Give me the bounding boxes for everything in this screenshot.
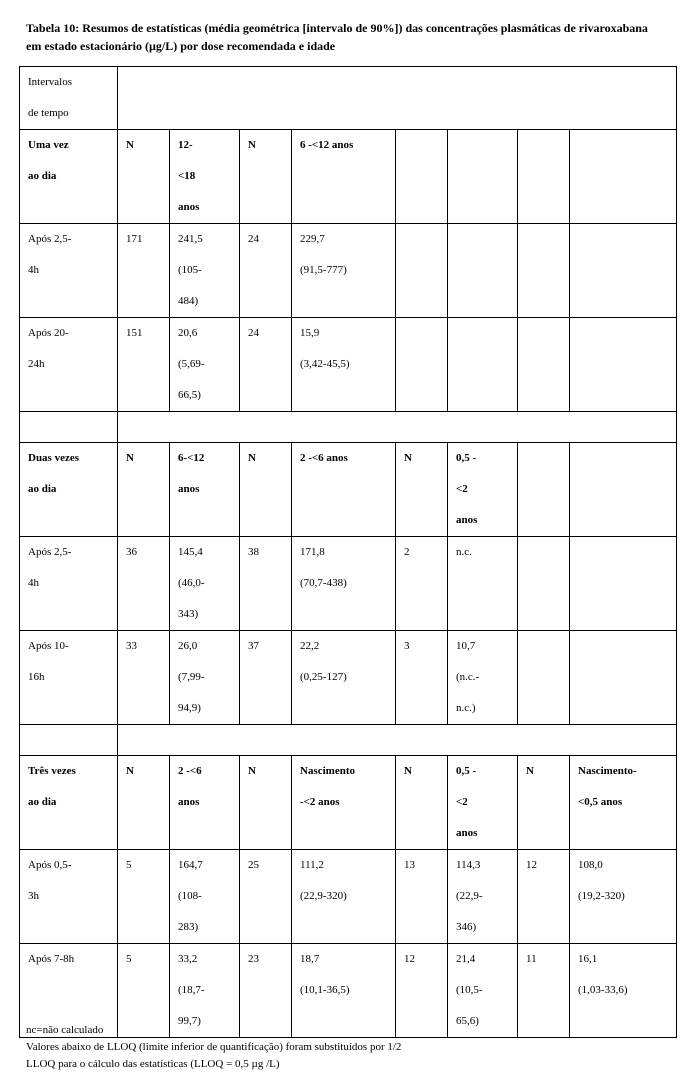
- footnote-lloq-substitution: Valores abaixo de LLOQ (limite inferior de quantificação) foram substituídos por 1/2: [26, 1041, 402, 1053]
- column-header-cell: 2 -<6 anos: [292, 443, 396, 537]
- data-cell: [396, 318, 448, 412]
- data-cell: 5: [118, 850, 170, 944]
- data-cell: 5: [118, 944, 170, 1038]
- data-cell: [570, 318, 677, 412]
- time-interval-cell: Após 7-8h: [20, 944, 118, 1038]
- section-header-row: [20, 443, 677, 537]
- regimen-cell: Duas vezes ao dia: [20, 443, 118, 537]
- column-header-cell: [396, 130, 448, 224]
- data-cell: [518, 631, 570, 725]
- time-interval-cell: Após 2,5- 4h: [20, 224, 118, 318]
- column-header-cell: N: [240, 756, 292, 850]
- data-cell: 37: [240, 631, 292, 725]
- data-cell: 171: [118, 224, 170, 318]
- spacer-cell: [118, 412, 677, 443]
- data-cell: 16,1 (1,03-33,6): [570, 944, 677, 1038]
- statistics-table-body: [20, 67, 677, 1038]
- data-cell: 20,6 (5,69- 66,5): [170, 318, 240, 412]
- regimen-cell: Uma vez ao dia: [20, 130, 118, 224]
- data-cell: [570, 631, 677, 725]
- data-cell: 151: [118, 318, 170, 412]
- data-cell: 111,2 (22,9-320): [292, 850, 396, 944]
- data-cell: 164,7 (108- 283): [170, 850, 240, 944]
- data-cell: 23: [240, 944, 292, 1038]
- column-header-cell: N: [118, 130, 170, 224]
- data-cell: [518, 537, 570, 631]
- data-cell: 18,7 (10,1-36,5): [292, 944, 396, 1038]
- data-cell: 171,8 (70,7-438): [292, 537, 396, 631]
- column-header-cell: [518, 130, 570, 224]
- column-header-cell: 12- <18 anos: [170, 130, 240, 224]
- column-header-cell: N: [396, 756, 448, 850]
- data-cell: 38: [240, 537, 292, 631]
- data-cell: 25: [240, 850, 292, 944]
- column-header-cell: Nascimento -<2 anos: [292, 756, 396, 850]
- column-header-cell: 6 -<12 anos: [292, 130, 396, 224]
- data-cell: [518, 224, 570, 318]
- data-cell: 22,2 (0,25-127): [292, 631, 396, 725]
- data-cell: 21,4 (10,5- 65,6): [448, 944, 518, 1038]
- column-header-cell: N: [518, 756, 570, 850]
- data-cell: 12: [396, 944, 448, 1038]
- column-header-cell: [570, 443, 677, 537]
- data-cell: 11: [518, 944, 570, 1038]
- section-spacer-row: [20, 725, 677, 756]
- column-header-cell: N: [240, 443, 292, 537]
- footnote-nc: nc=não calculado: [26, 1024, 104, 1036]
- data-cell: 24: [240, 224, 292, 318]
- table-row: [20, 537, 677, 631]
- data-cell: [396, 224, 448, 318]
- table-footnotes: [26, 1022, 401, 1073]
- column-header-cell: [448, 130, 518, 224]
- column-header-cell: N: [240, 130, 292, 224]
- header-blank-cell: [118, 67, 677, 130]
- data-cell: 36: [118, 537, 170, 631]
- data-cell: 12: [518, 850, 570, 944]
- data-cell: 241,5 (105- 484): [170, 224, 240, 318]
- section-header-row: [20, 130, 677, 224]
- data-cell: 15,9 (3,42-45,5): [292, 318, 396, 412]
- table-row: [20, 631, 677, 725]
- data-cell: [570, 224, 677, 318]
- data-cell: 145,4 (46,0- 343): [170, 537, 240, 631]
- table-row: [20, 224, 677, 318]
- column-header-cell: [518, 443, 570, 537]
- data-cell: n.c.: [448, 537, 518, 631]
- caption-line-2: em estado estacionário (µg/L) por dose recomendada e idade: [26, 39, 336, 53]
- column-header-cell: N: [118, 756, 170, 850]
- column-header-cell: [570, 130, 677, 224]
- footnote-lloq-value: LLOQ para o cálculo das estatísticas (LLOQ = 0,5 µg /L): [26, 1058, 280, 1070]
- spacer-cell: [118, 725, 677, 756]
- data-cell: 13: [396, 850, 448, 944]
- data-cell: [448, 318, 518, 412]
- table-header-row: [20, 67, 677, 130]
- data-cell: 24: [240, 318, 292, 412]
- data-cell: 10,7 (n.c.- n.c.): [448, 631, 518, 725]
- section-header-row: [20, 756, 677, 850]
- section-spacer-row: [20, 412, 677, 443]
- column-header-cell: 0,5 - <2 anos: [448, 443, 518, 537]
- data-cell: 114,3 (22,9- 346): [448, 850, 518, 944]
- data-cell: 33,2 (18,7- 99,7): [170, 944, 240, 1038]
- column-header-cell: 0,5 - <2 anos: [448, 756, 518, 850]
- time-interval-cell: Após 2,5- 4h: [20, 537, 118, 631]
- data-cell: 108,0 (19,2-320): [570, 850, 677, 944]
- column-header-cell: N: [118, 443, 170, 537]
- data-cell: 26,0 (7,99- 94,9): [170, 631, 240, 725]
- statistics-table: [19, 66, 677, 1038]
- data-cell: 33: [118, 631, 170, 725]
- time-interval-cell: Após 10- 16h: [20, 631, 118, 725]
- time-interval-cell: Após 20- 24h: [20, 318, 118, 412]
- regimen-cell: Três vezes ao dia: [20, 756, 118, 850]
- data-cell: [518, 318, 570, 412]
- column-header-cell: Nascimento- <0,5 anos: [570, 756, 677, 850]
- spacer-cell: [20, 412, 118, 443]
- column-header-cell: 6-<12 anos: [170, 443, 240, 537]
- data-cell: [448, 224, 518, 318]
- column-header-cell: N: [396, 443, 448, 537]
- time-interval-cell: Após 0,5- 3h: [20, 850, 118, 944]
- column-header-cell: 2 -<6 anos: [170, 756, 240, 850]
- spacer-cell: [20, 725, 118, 756]
- table-row: [20, 850, 677, 944]
- data-cell: [570, 537, 677, 631]
- data-cell: 229,7 (91,5-777): [292, 224, 396, 318]
- data-cell: 2: [396, 537, 448, 631]
- intervals-header-cell: Intervalos de tempo: [20, 67, 118, 130]
- table-row: [20, 318, 677, 412]
- caption-line-1: Tabela 10: Resumos de estatísticas (média geométrica [intervalo de 90%]) das concentrações plasmáticas de rivaroxabana: [26, 21, 648, 35]
- table-caption: [26, 19, 676, 55]
- data-cell: 3: [396, 631, 448, 725]
